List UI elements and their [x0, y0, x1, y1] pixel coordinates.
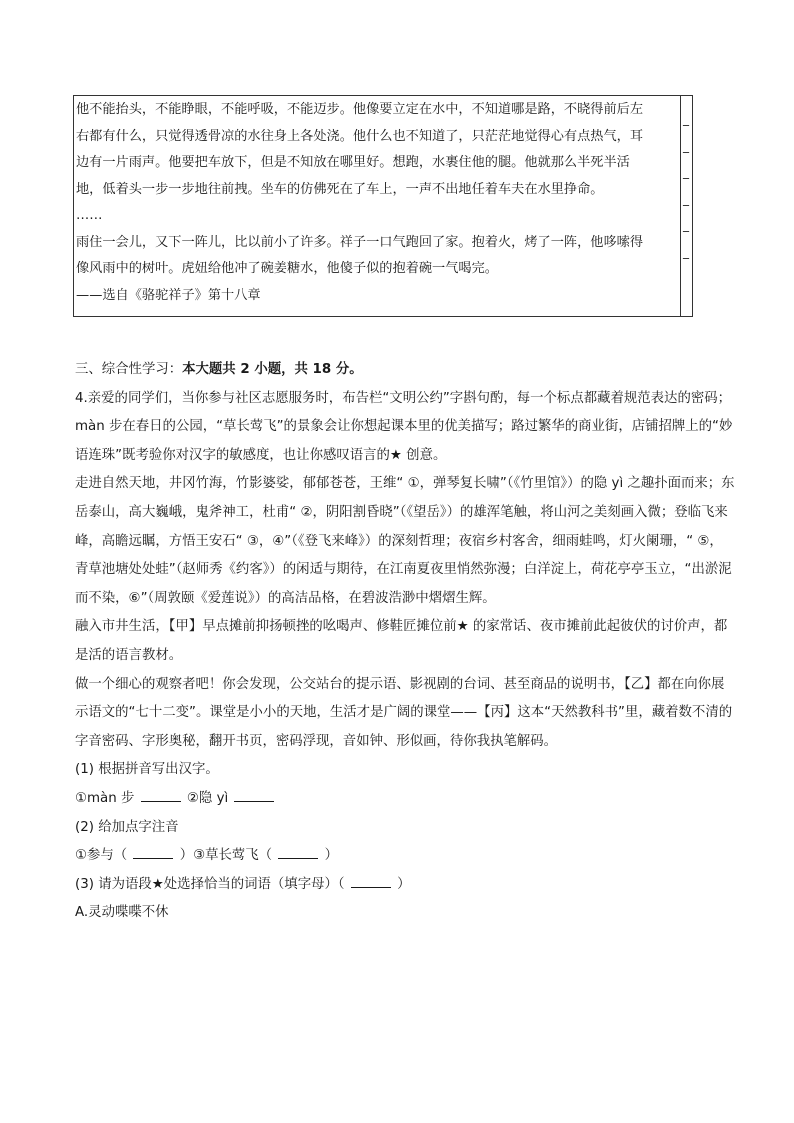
- passage-line: 右都有什么，只觉得透骨凉的水往身上各处浇。他什么也不知道了，只茫茫地觉得心有点热气，耳: [76, 128, 644, 144]
- sub-question-3-text: (3) 请为语段★处选择恰当的词语（填字母）（: [75, 876, 345, 892]
- question-section: [75, 356, 735, 928]
- section-prefix: 三、综合性学习：: [75, 362, 183, 377]
- sub-question-1-items: [75, 785, 735, 814]
- sub-question-3: [75, 871, 735, 900]
- answer-blank[interactable]: [141, 787, 181, 802]
- answer-blank[interactable]: [351, 873, 391, 888]
- sub-question-2-items: [75, 842, 735, 871]
- passage-line: 像风雨中的树叶。虎妞给他冲了碗姜糖水，他傻子似的抱着碗一气喝完。: [76, 261, 498, 276]
- option-a: A.灵动喋喋不休: [75, 905, 169, 921]
- answer-blank[interactable]: [133, 844, 173, 859]
- item-man: ①màn 步: [75, 790, 135, 806]
- q4-paragraph-3: 融入市井生活，【甲】早点摊前抑扬顿挫的吆喝声、修鞋匠摊位前★ 的家常话、夜市摊前此起彼伏的讨价声，都是活的语言教材。: [75, 619, 728, 663]
- side-blank[interactable]: _: [683, 244, 689, 259]
- side-blank[interactable]: _: [683, 138, 689, 153]
- side-blanks: [683, 112, 693, 271]
- item-caozhang: ）③草长莺飞（: [179, 848, 273, 864]
- item-canyu: ①参与（: [75, 848, 128, 864]
- side-blank[interactable]: _: [683, 191, 689, 206]
- passage-line: 边有一片雨声。他要把车放下，但是不知放在哪里好。想跑，水裹住他的腿。他就那么半死半活: [76, 155, 630, 170]
- section-heading: [75, 356, 735, 385]
- section-score: 本大题共 2 小题，共 18 分。: [182, 362, 363, 377]
- passage-text: [76, 97, 678, 309]
- q4-paragraph-2: 走进自然天地，井冈竹海，竹影婆娑，郁郁苍苍，王维“ ①，弹琴复长啸”（《竹里馆》）的隐 yì 之趣扑面而来；东岳泰山，高大巍峨，鬼斧神工，杜甫“ ②，阴阳割昏晓”（《望岳》）的雄浑笔触，将山河之美刻画入微；登临飞来峰，高瞻远瞩，方悟王安石“ ③，④”（《登飞来峰》）的深刻哲理；夜宿乡村客舍，细雨蛙鸣，灯火阑珊，“ ⑤，青草池塘处处蛙”（赵师秀《约客》）的闲适与期待，在江南夏夜里悄然弥漫；白洋淀上，荷花亭亭玉立，“出淤泥而不染，⑥”（周敦颐《爱莲说》）的高洁品格，在碧波浩渺中熠熠生辉。: [75, 476, 735, 606]
- close-paren: ）: [397, 876, 411, 892]
- answer-blank[interactable]: [234, 787, 274, 802]
- side-blank[interactable]: _: [683, 112, 689, 126]
- answer-blank[interactable]: [278, 844, 318, 859]
- passage-line: 雨住一会儿，又下一阵儿，比以前小了许多。祥子一口气跑回了家。抱着火，烤了一阵，他哆嗦得: [76, 234, 644, 250]
- q4-paragraph-1: 4.亲爱的同学们，当你参与社区志愿服务时，布告栏“文明公约”字斟句酌，每一个标点都藏着规范表达的密码；màn 步在春日的公园，“草长莺飞”的景象会让你想起课本里的优美描写；路过繁华的商业街，店铺招牌上的“妙语连珠”既考验你对汉字的敏感度，也让你感叹语言的★ 创意。: [75, 390, 733, 463]
- item-yi: ②隐 yì: [186, 790, 229, 806]
- close-paren: ）: [324, 848, 338, 864]
- side-blank[interactable]: _: [683, 165, 689, 179]
- passage-line: 地，低着头一步一步地往前拽。坐车的仿佛死在了车上，一声不出地任着车夫在水里挣命。: [76, 181, 604, 197]
- passage-box-divider: [680, 95, 681, 317]
- passage-line: 他不能抬头，不能睁眼，不能呼吸，不能迈步。他像要立定在水中，不知道哪是路，不晓得前后左: [76, 102, 644, 117]
- side-blank[interactable]: _: [683, 218, 689, 232]
- sub-question-2: (2) 给加点字注音: [75, 819, 179, 835]
- passage-ellipsis: ……: [76, 208, 103, 223]
- passage-source: ——选自《骆驼祥子》第十八章: [76, 287, 261, 303]
- sub-question-1: (1) 根据拼音写出汉字。: [75, 762, 219, 778]
- q4-paragraph-4: 做一个细心的观察者吧！你会发现，公交站台的提示语、影视剧的台词、甚至商品的说明书，【乙】都在向你展示语文的“七十二变”。课堂是小小的天地，生活才是广阔的课堂——【丙】这本“天然教科书”里，藏着数不清的字音密码、字形奥秘，翻开书页，密码浮现，音如钟、形似画，待你我执笔解码。: [75, 676, 733, 749]
